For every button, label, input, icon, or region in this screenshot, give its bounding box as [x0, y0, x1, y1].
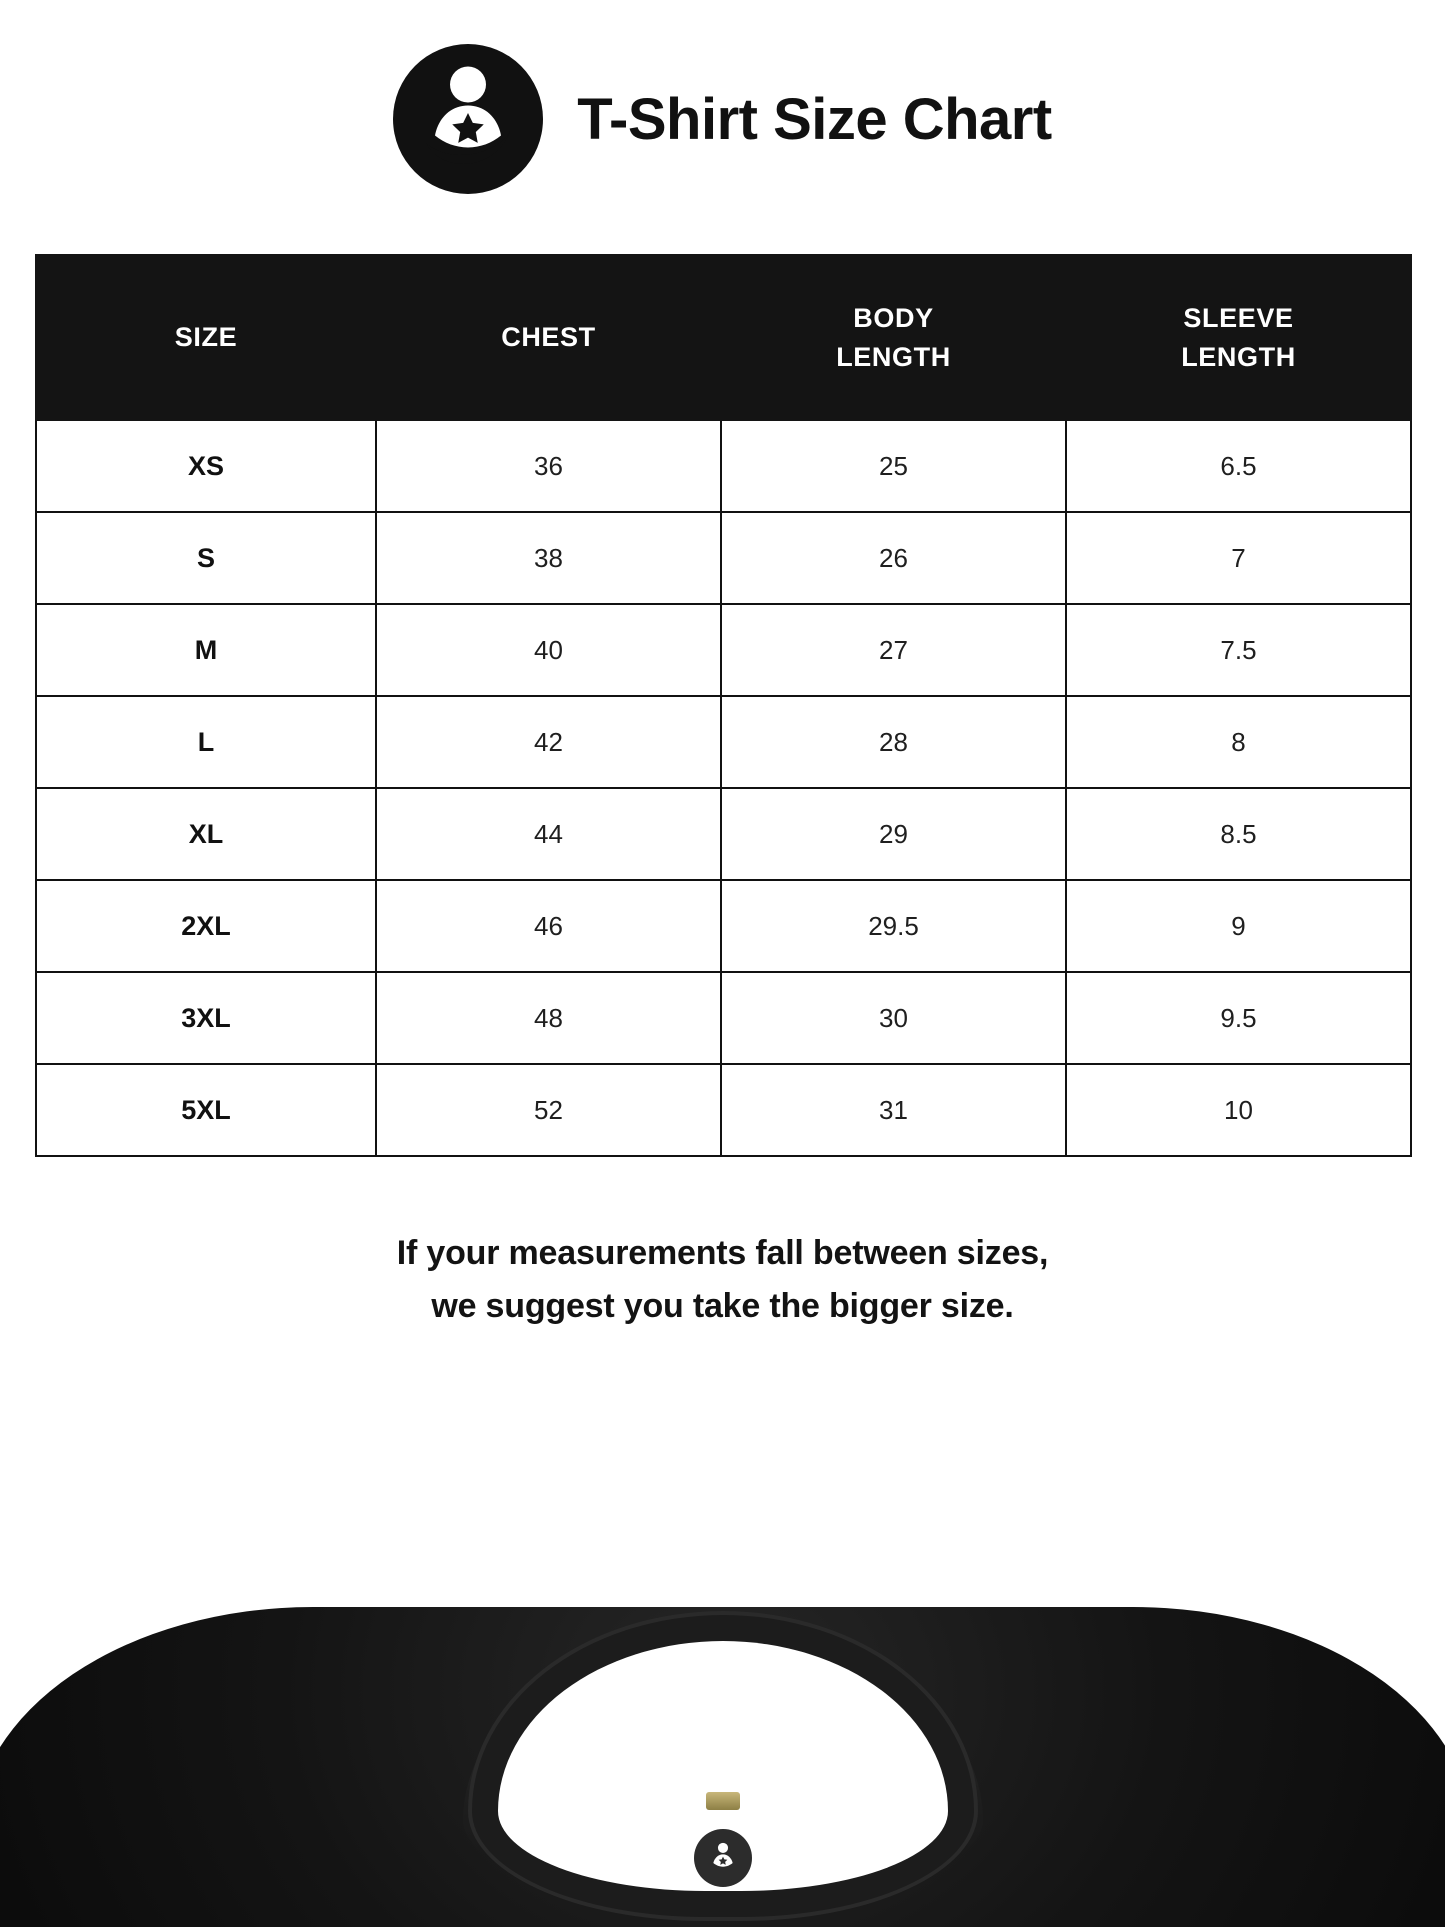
cell-body-length: 29.5	[721, 880, 1066, 972]
column-header-size: SIZE	[36, 255, 376, 420]
cell-chest: 38	[376, 512, 721, 604]
page-header	[0, 0, 1445, 194]
cell-chest: 44	[376, 788, 721, 880]
table-row	[36, 1064, 1411, 1156]
cell-body-length: 28	[721, 696, 1066, 788]
table-row	[36, 880, 1411, 972]
cell-body-length: 29	[721, 788, 1066, 880]
column-header-body-length: BODY LENGTH	[721, 255, 1066, 420]
cell-sleeve-length: 7.5	[1066, 604, 1411, 696]
table-row	[36, 788, 1411, 880]
size-chart-table	[35, 254, 1412, 1157]
brand-figure-circle-icon	[393, 44, 543, 194]
cell-size: L	[36, 696, 376, 788]
cell-chest: 48	[376, 972, 721, 1064]
cell-chest: 52	[376, 1064, 721, 1156]
sizing-note-line-2: we suggest you take the bigger size.	[431, 1286, 1014, 1325]
cell-size: XS	[36, 420, 376, 512]
cell-sleeve-length: 8.5	[1066, 788, 1411, 880]
cell-size: 5XL	[36, 1064, 376, 1156]
table-row	[36, 696, 1411, 788]
black-t-shirt-collar-photo	[0, 1557, 1445, 1927]
cell-size: 3XL	[36, 972, 376, 1064]
size-chart-table-wrap	[35, 254, 1410, 1157]
column-header-sleeve-length: SLEEVE LENGTH	[1066, 255, 1411, 420]
table-header-row	[36, 255, 1411, 420]
cell-sleeve-length: 8	[1066, 696, 1411, 788]
table-row	[36, 604, 1411, 696]
neck-tag	[706, 1792, 740, 1810]
cell-sleeve-length: 7	[1066, 512, 1411, 604]
cell-sleeve-length: 9	[1066, 880, 1411, 972]
cell-body-length: 27	[721, 604, 1066, 696]
cell-sleeve-length: 6.5	[1066, 420, 1411, 512]
cell-chest: 46	[376, 880, 721, 972]
brand-figure-circle-icon	[694, 1829, 752, 1887]
table-row	[36, 420, 1411, 512]
cell-body-length: 30	[721, 972, 1066, 1064]
cell-size: 2XL	[36, 880, 376, 972]
cell-chest: 42	[376, 696, 721, 788]
column-header-chest: CHEST	[376, 255, 721, 420]
cell-chest: 36	[376, 420, 721, 512]
cell-size: XL	[36, 788, 376, 880]
cell-body-length: 31	[721, 1064, 1066, 1156]
sizing-note-line-1: If your measurements fall between sizes,	[396, 1234, 1049, 1272]
cell-body-length: 25	[721, 420, 1066, 512]
sizing-note	[0, 1227, 1445, 1332]
page-title: T-Shirt Size Chart	[577, 86, 1052, 152]
shirt-body	[0, 1607, 1445, 1927]
cell-chest: 40	[376, 604, 721, 696]
cell-size: M	[36, 604, 376, 696]
cell-sleeve-length: 9.5	[1066, 972, 1411, 1064]
table-row	[36, 512, 1411, 604]
cell-body-length: 26	[721, 512, 1066, 604]
cell-sleeve-length: 10	[1066, 1064, 1411, 1156]
table-row	[36, 972, 1411, 1064]
cell-size: S	[36, 512, 376, 604]
